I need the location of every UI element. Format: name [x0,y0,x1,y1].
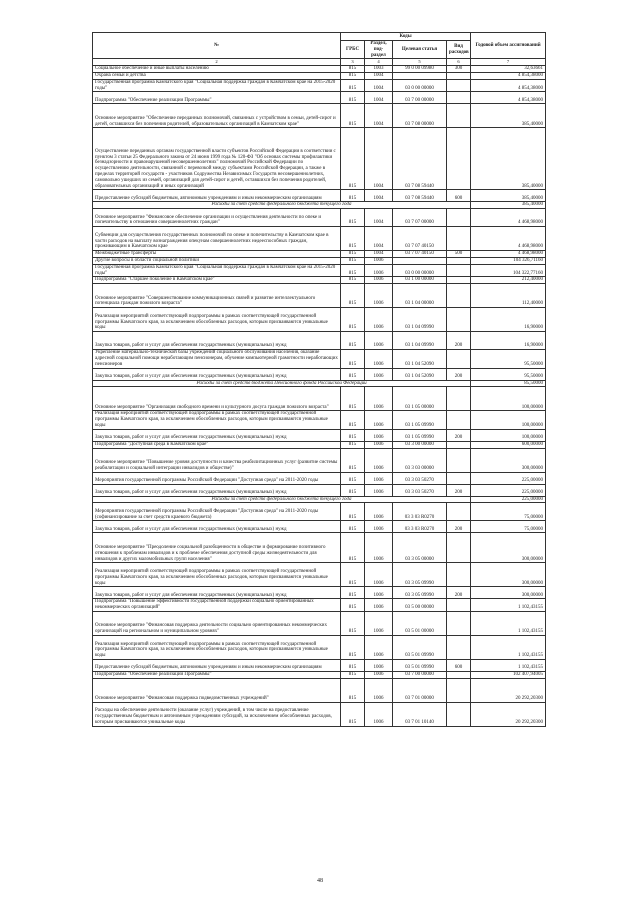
table-row [93,79,546,92]
item-name-cell: Подпрограмма "Обеспечение реализации Программы" [93,671,341,678]
section-code-cell: 1006 [365,350,393,368]
amount-cell: 104 322,77160 [471,264,546,277]
section-code-cell: 1006 [365,599,393,612]
table-row [93,72,546,79]
section-code-cell: 1004 [365,190,393,202]
grbs-code-cell: 815 [341,563,365,587]
expense-type-cell [447,411,471,429]
section-code-cell: 1006 [365,587,393,599]
target-article-cell [393,72,447,79]
grbs-code-cell: 815 [341,678,365,702]
section-code-cell: 1006 [365,448,393,472]
amount-cell: 4 854,38000 [471,72,546,79]
target-article-cell: 03 5 01 00000 [393,611,447,635]
item-name-cell: Основное мероприятие "Финансовая поддержка деятельности социально ориентированных некоммерческих организаций на региональном и муниципальном уровнях" [93,611,341,635]
expense-type-cell: 600 [447,659,471,671]
item-name-cell: Закупка товаров, работ и услуг для обеспечения государственных (муниципальных) нужд [93,368,341,380]
amount-cell: 1 102,43155 [471,599,546,612]
target-article-cell: 03 7 08 00000 [393,104,447,128]
item-name-cell: Закупка товаров, работ и услуг для обеспечения государственных (муниципальных) нужд [93,484,341,496]
item-name-cell: Закупка товаров, работ и услуг для обеспечения государственных (муниципальных) нужд [93,587,341,599]
table-row [93,128,546,190]
amount-cell: 100,00000 [471,429,546,441]
target-article-cell: 03 3 05 09990 [393,587,447,599]
item-name-cell: Субвенции для осуществления государственных полномочий по опеке и попечительству в Камчатском крае в части расходов на выплату вознаграждения опекунам совершеннолетних недееспособных граждан, проживающим в Камчатском крае [93,227,341,251]
table-row [93,257,546,264]
target-article-cell: 03 7 00 00000 [393,92,447,104]
item-name-cell: Осуществление переданных органам государственной власти субъектов Российской Федерации в соответствии с пунктом 3 статьи 25 Федерального закона от 24 июня 1999 года № 120-ФЗ "Об основах системы профилактики безнадзорности и правонарушений несовершеннолетних" полномочий Российской Федерации по осуществлению деятельности, связанной с перевозкой между субъектами Российской Федерации, а также в пределах территорий государств - участников Содружества Независимых Государств несовершеннолетних, самовольно ушедших из семей, организаций для детей-сирот и детей, оставшихся без попечения родителей, образовательных организаций и иных организаций [93,128,341,190]
column-number: 5 [393,59,447,66]
target-article-cell: 03 3 03 00000 [393,448,447,472]
header-sum: Годовой объем ассигнований [471,33,546,59]
item-name-cell: Основное мероприятие "Организация свободного времени и культурного досуга граждан пожилого возраста" [93,387,341,411]
column-number: 3 [341,59,365,66]
section-code-cell: 1006 [365,472,393,484]
target-article-cell: 03 3 05 00000 [393,533,447,563]
item-name-cell: Подпрограмма "Повышение эффективности государственной поддержки социально ориентированных некоммерческих организаций" [93,599,341,612]
header-grbs: ГРБС [341,41,365,59]
amount-cell: 16,90000 [471,308,546,332]
table-body [93,66,546,727]
expense-type-cell: 500 [447,251,471,258]
target-article-cell [393,257,447,264]
table-row [93,503,546,521]
section-code-cell: 1004 [365,72,393,79]
item-name-cell: Мероприятия государственной программы Российской Федерации "Доступная среда" на 2011-2020 годы [93,472,341,484]
expense-type-cell [447,128,471,190]
expense-type-cell [447,227,471,251]
target-article-cell: 03 1 05 09990 [393,429,447,441]
column-numbers-row [93,59,546,66]
item-name-cell: Мероприятия государственной программы Российской Федерации "Доступная среда" на 2011-2020 годы (софинансирование за счет средств краевого бюджета) [93,503,341,521]
amount-cell: 385,40000 [471,104,546,128]
expense-type-cell [447,611,471,635]
expense-type-cell [447,277,471,284]
table-row [93,521,546,533]
header-no: № [93,33,341,59]
section-code-cell: 1006 [365,702,393,726]
target-article-cell: 03 1 05 09990 [393,411,447,429]
section-code-cell: 1006 [365,332,393,350]
table-row [93,472,546,484]
expense-type-cell [447,671,471,678]
amount-cell: 75,00000 [471,503,546,521]
table-row [93,368,546,380]
amount-cell: 95,50000 [471,368,546,380]
target-article-cell: 03 3 03 R0270 [393,503,447,521]
table-row [93,671,546,678]
item-name-cell: Реализация мероприятий соответствующей подпрограммы в рамках соответствующей государственной программы Камчатского края, за исключением обособленных расходов, которым присваиваются уникальные коды [93,308,341,332]
item-name-cell: Основное мероприятие "Преодоление социальной разобщенности в обществе и формирование позитивного отношения к проблемам инвалидов и к проблеме обеспечения доступной среды жизнедеятельности для инвалидов и других маломобильных групп населения" [93,533,341,563]
expense-type-cell: 200 [447,484,471,496]
table-row [93,190,546,202]
target-article-cell: 03 3 03 50270 [393,484,447,496]
amount-cell: 385,40000 [471,202,546,209]
table-row [93,599,546,612]
grbs-code-cell: 815 [341,484,365,496]
item-name-cell: Подпрограмма "Обеспечение реализации Программы" [93,92,341,104]
header-codes: Коды [341,33,471,41]
target-article-cell: 99 0 00 09980 [393,66,447,73]
section-code-cell: 1006 [365,563,393,587]
target-article-cell: 03 7 07 40150 [393,227,447,251]
grbs-code-cell: 815 [341,209,365,227]
source-note-row [93,380,546,387]
expense-type-cell [447,257,471,264]
target-article-cell: 03 3 05 09990 [393,563,447,587]
expense-type-cell [447,678,471,702]
expense-type-cell: 200 [447,521,471,533]
section-code-cell: 1003 [365,66,393,73]
table-row [93,484,546,496]
amount-cell: 300,00000 [471,448,546,472]
section-code-cell: 1004 [365,227,393,251]
source-note: Расходы за счет средств бюджета Пенсионного фонда Российской Федерации [93,380,471,387]
expense-type-cell: 200 [447,429,471,441]
item-name-cell: Основное мероприятие "Повышение уровня доступности и качества реабилитационных услуг (развитие системы реабилитации и социальной интеграции инвалидов и обществе)" [93,448,341,472]
target-article-cell: 03 1 04 00000 [393,284,447,308]
section-code-cell: 1006 [365,387,393,411]
item-name-cell: Реализация мероприятий соответствующей подпрограммы в рамках соответствующей государственной программы Камчатского края, за исключением обособленных расходов, которым присваиваются уникальные коды [93,411,341,429]
column-number: 7 [471,59,546,66]
amount-cell: 85,50000 [471,380,546,387]
grbs-code-cell: 815 [341,104,365,128]
item-name-cell: Предоставление субсидий бюджетным, автономным учреждениям и иным некоммерческим организациям [93,190,341,202]
grbs-code-cell: 815 [341,472,365,484]
table-row [93,284,546,308]
target-article-cell: 03 0 00 00000 [393,264,447,277]
amount-cell: 102 407,94005 [471,671,546,678]
grbs-code-cell: 815 [341,429,365,441]
table-row [93,92,546,104]
grbs-code-cell: 815 [341,264,365,277]
grbs-code-cell: 815 [341,308,365,332]
amount-cell: 300,00000 [471,587,546,599]
section-code-cell: 1006 [365,635,393,659]
amount-cell: 300,00000 [471,533,546,563]
grbs-code-cell: 815 [341,411,365,429]
grbs-code-cell: 815 [341,441,365,448]
target-article-cell: 03 5 00 00000 [393,599,447,612]
target-article-cell: 03 7 07 40150 [393,251,447,258]
grbs-code-cell: 815 [341,257,365,264]
section-code-cell: 1006 [365,429,393,441]
expense-type-cell: 200 [447,587,471,599]
table-row [93,350,546,368]
grbs-code-cell: 815 [341,599,365,612]
target-article-cell: 03 7 01 10140 [393,702,447,726]
item-name-cell: Основное мероприятие "Финансовая поддержка подведомственных учреждений" [93,678,341,702]
item-name-cell: Реализация мероприятий соответствующей подпрограммы в рамках соответствующей государственной программы Камчатского края, за исключением обособленных расходов, которым присваиваются уникальные коды [93,563,341,587]
column-number: 2 [93,59,341,66]
grbs-code-cell: 815 [341,587,365,599]
target-article-cell: 03 7 00 00000 [393,671,447,678]
expense-type-cell: 300 [447,66,471,73]
expense-type-cell [447,72,471,79]
target-article-cell: 03 1 00 00000 [393,277,447,284]
grbs-code-cell: 815 [341,277,365,284]
grbs-code-cell: 815 [341,284,365,308]
amount-cell: 1 102,43155 [471,659,546,671]
table-row [93,332,546,350]
target-article-cell: 03 0 00 00000 [393,79,447,92]
table-row [93,635,546,659]
grbs-code-cell: 815 [341,72,365,79]
item-name-cell: Расходы на обеспечение деятельности (оказание услуг) учреждений, в том числе на предоставление государственным бюджетным и автономным учреждениям субсидий, за исключением обособленных расходов, которым присваиваются уникальные коды [93,702,341,726]
expense-type-cell [447,702,471,726]
expense-type-cell [447,264,471,277]
table-row [93,209,546,227]
target-article-cell: 03 1 04 09990 [393,308,447,332]
amount-cell: 225,00000 [471,496,546,503]
amount-cell: 4 468,98000 [471,209,546,227]
table-header [93,33,546,66]
target-article-cell: 03 3 00 00000 [393,441,447,448]
source-note-row [93,496,546,503]
amount-cell: 20 292,20300 [471,678,546,702]
item-name-cell: Государственная программа Камчатского края "Социальная поддержка граждан в Камчатском крае на 2015-2020 годы" [93,79,341,92]
section-code-cell: 1006 [365,308,393,332]
item-name-cell: Закупка товаров, работ и услуг для обеспечения государственных (муниципальных) нужд [93,521,341,533]
table-row [93,533,546,563]
amount-cell: 4 854,38000 [471,92,546,104]
grbs-code-cell: 815 [341,79,365,92]
grbs-code-cell: 815 [341,128,365,190]
target-article-cell: 03 3 03 50270 [393,472,447,484]
grbs-code-cell: 815 [341,350,365,368]
section-code-cell: 1006 [365,678,393,702]
amount-cell: 32,63661 [471,66,546,73]
section-code-cell: 1006 [365,257,393,264]
section-code-cell: 1004 [365,209,393,227]
section-code-cell: 1006 [365,611,393,635]
table-row [93,251,546,258]
target-article-cell: 03 3 03 R0270 [393,521,447,533]
target-article-cell: 03 5 01 09990 [393,659,447,671]
target-article-cell: 03 7 07 00000 [393,209,447,227]
grbs-code-cell: 815 [341,227,365,251]
amount-cell: 212,40000 [471,277,546,284]
item-name-cell: Другие вопросы в области социальной политики [93,257,341,264]
target-article-cell: 03 5 01 09990 [393,635,447,659]
table-row [93,448,546,472]
section-code-cell: 1006 [365,368,393,380]
expense-type-cell [447,503,471,521]
amount-cell: 16,90000 [471,332,546,350]
expense-type-cell [447,387,471,411]
item-name-cell: Основное мероприятие "Обеспечение переданных полномочий, связанных с устройством в семьи, детей-сирот и детей, оставшихся без попечения родителей, образовательных организаций в Камчатском крае" [93,104,341,128]
section-code-cell: 1006 [365,441,393,448]
amount-cell: 100,00000 [471,387,546,411]
section-code-cell: 1006 [365,659,393,671]
amount-cell: 95,50000 [471,350,546,368]
expense-type-cell: 200 [447,368,471,380]
table-row [93,611,546,635]
item-name-cell: Закупка товаров, работ и услуг для обеспечения государственных (муниципальных) нужд [93,429,341,441]
target-article-cell: 03 7 08 59440 [393,190,447,202]
expense-type-cell [447,599,471,612]
target-article-cell: 03 1 04 52090 [393,368,447,380]
expense-type-cell [447,92,471,104]
table-row [93,678,546,702]
table-row [93,387,546,411]
expense-type-cell [447,472,471,484]
section-code-cell: 1004 [365,251,393,258]
expense-type-cell [447,350,471,368]
expense-type-cell [447,448,471,472]
table-row [93,429,546,441]
section-code-cell: 1006 [365,521,393,533]
item-name-cell: Межбюджетные трансферты [93,251,341,258]
section-code-cell: 1004 [365,92,393,104]
amount-cell: 1 102,43155 [471,611,546,635]
table-row [93,104,546,128]
amount-cell: 112,40000 [471,284,546,308]
table-row [93,441,546,448]
expense-type-cell [447,209,471,227]
section-code-cell: 1004 [365,79,393,92]
header-vr: Вид расходов [447,41,471,59]
section-code-cell: 1006 [365,411,393,429]
grbs-code-cell: 815 [341,521,365,533]
section-code-cell: 1006 [365,277,393,284]
amount-cell: 4 854,38000 [471,79,546,92]
amount-cell: 225,00000 [471,472,546,484]
source-note-row [93,202,546,209]
table-row [93,659,546,671]
grbs-code-cell: 815 [341,671,365,678]
grbs-code-cell: 815 [341,92,365,104]
amount-cell: 385,40000 [471,190,546,202]
amount-cell: 104 326,71160 [471,257,546,264]
item-name-cell: Основное мероприятие "Совершенствование коммуникационных связей и развитие интеллектуального потенциала граждан пожилого возраста" [93,284,341,308]
grbs-code-cell: 815 [341,659,365,671]
amount-cell: 300,00000 [471,563,546,587]
grbs-code-cell: 815 [341,387,365,411]
amount-cell: 225,00000 [471,484,546,496]
source-note: Расходы за счет средств федерального бюджета текущего года [93,202,471,209]
target-article-cell: 03 1 04 09990 [393,332,447,350]
grbs-code-cell: 815 [341,635,365,659]
section-code-cell: 1004 [365,128,393,190]
target-article-cell: 03 7 08 59440 [393,128,447,190]
column-number: 4 [365,59,393,66]
item-name-cell: Основное мероприятие "Финансовое обеспечение организации и осуществления деятельности по опеке и попечительству в отношении совершеннолетних граждан" [93,209,341,227]
grbs-code-cell: 815 [341,368,365,380]
source-note: Расходы за счет средств федерального бюджета текущего года [93,496,471,503]
section-code-cell: 1006 [365,484,393,496]
expense-type-cell [447,533,471,563]
expense-type-cell [447,79,471,92]
grbs-code-cell: 815 [341,533,365,563]
grbs-code-cell: 815 [341,332,365,350]
item-name-cell: Охрана семьи и детства [93,72,341,79]
table-row [93,227,546,251]
section-code-cell: 1006 [365,503,393,521]
page-number: 48 [317,878,323,884]
expense-type-cell [447,635,471,659]
amount-cell: 4 468,98000 [471,227,546,251]
section-code-cell: 1004 [365,104,393,128]
grbs-code-cell: 815 [341,702,365,726]
table-row [93,264,546,277]
table-row [93,277,546,284]
item-name-cell: Государственная программа Камчатского края "Социальная поддержка граждан в Камчатском крае на 2015-2020 годы" [93,264,341,277]
amount-cell: 385,40000 [471,128,546,190]
budget-table [92,32,546,727]
expense-type-cell [447,441,471,448]
grbs-code-cell: 815 [341,611,365,635]
grbs-code-cell: 815 [341,251,365,258]
item-name-cell: Подпрограмма "Старшее поколение в Камчатском крае" [93,277,341,284]
amount-cell: 1 102,43155 [471,635,546,659]
header-rzpr: Раздел, под-раздел [365,41,393,59]
target-article-cell: 03 1 04 52090 [393,350,447,368]
expense-type-cell: 600 [447,190,471,202]
amount-cell: 100,00000 [471,411,546,429]
item-name-cell: Социальное обеспечение и иные выплаты населению [93,66,341,73]
expense-type-cell [447,563,471,587]
table-row [93,411,546,429]
expense-type-cell [447,104,471,128]
column-number: 6 [447,59,471,66]
section-code-cell: 1006 [365,671,393,678]
table-row [93,308,546,332]
target-article-cell: 03 7 01 00000 [393,678,447,702]
section-code-cell: 1006 [365,284,393,308]
section-code-cell: 1006 [365,533,393,563]
table-row [93,587,546,599]
grbs-code-cell: 815 [341,190,365,202]
amount-cell: 4 468,98000 [471,251,546,258]
grbs-code-cell: 815 [341,503,365,521]
item-name-cell: Подпрограмма "Доступная среда в Камчатском крае" [93,441,341,448]
grbs-code-cell: 815 [341,66,365,73]
header-cs: Целевая статья [393,41,447,59]
amount-cell: 20 292,20300 [471,702,546,726]
item-name-cell: Предоставление субсидий бюджетным, автономным учреждениям и иным некоммерческим организациям [93,659,341,671]
target-article-cell: 03 1 05 00000 [393,387,447,411]
grbs-code-cell: 815 [341,448,365,472]
expense-type-cell [447,308,471,332]
table-row [93,702,546,726]
table-row [93,563,546,587]
item-name-cell: Укрепление материально-технической базы учреждений социального обслуживания населения, оказание адресной социальной помощи неработающим пенсионерам, обучение компьютерной грамотности неработающих пенсионеров [93,350,341,368]
amount-cell: 600,00000 [471,441,546,448]
item-name-cell: Закупка товаров, работ и услуг для обеспечения государственных (муниципальных) нужд [93,332,341,350]
amount-cell: 75,00000 [471,521,546,533]
table-row [93,66,546,73]
expense-type-cell: 200 [447,332,471,350]
expense-type-cell [447,284,471,308]
section-code-cell: 1006 [365,264,393,277]
item-name-cell: Реализация мероприятий соответствующей подпрограммы в рамках соответствующей государственной программы Камчатского края, за исключением обособленных расходов, которым присваиваются уникальные коды [93,635,341,659]
